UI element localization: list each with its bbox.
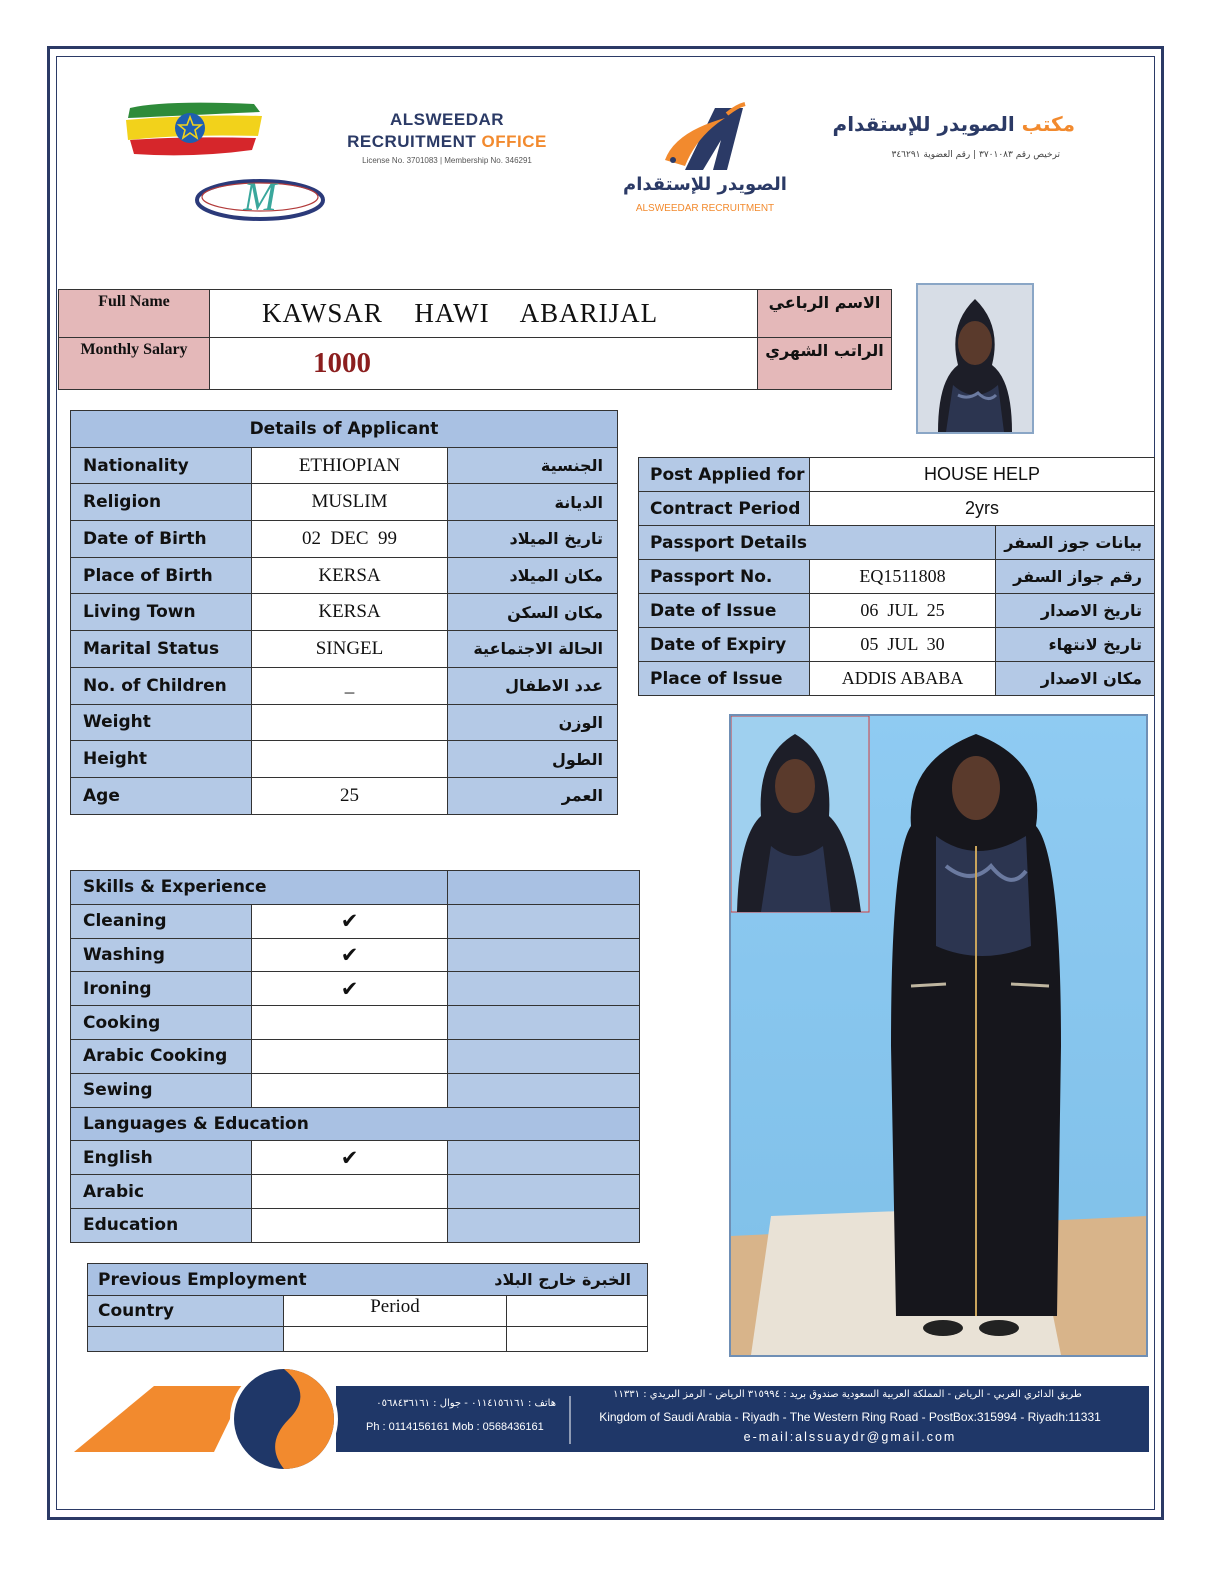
table-row <box>88 1264 648 1296</box>
date-of-issue-label: Date of Issue <box>639 594 810 628</box>
full-name-label: Full Name <box>59 290 210 338</box>
ethiopia-flag-icon <box>124 100 262 158</box>
period-value <box>284 1327 507 1352</box>
period-label: Period <box>284 1296 507 1327</box>
table-row <box>71 667 618 704</box>
children-label-ar: عدد الاطفال <box>448 667 618 704</box>
passport-table <box>638 457 1155 696</box>
lang-arabic-label: Arabic <box>71 1175 252 1209</box>
previous-employment-title <box>88 1264 648 1296</box>
nationality-label: Nationality <box>71 447 252 484</box>
table-row <box>71 594 618 631</box>
education-label: Education <box>71 1208 252 1242</box>
table-row <box>71 631 618 668</box>
previous-employment-title-en: Previous Employment <box>98 1269 307 1290</box>
table-row <box>71 938 640 972</box>
table-row <box>639 526 1155 560</box>
table-row <box>71 1141 640 1175</box>
table-row <box>639 628 1155 662</box>
date-of-birth-label-ar: تاريخ الميلاد <box>448 521 618 558</box>
skill-washing-extra <box>448 938 640 972</box>
place-of-birth-label-ar: مكان الميلاد <box>448 557 618 594</box>
date-of-expiry-value: 05 JUL 30 <box>810 628 996 662</box>
table-row <box>71 447 618 484</box>
lang-arabic-extra <box>448 1175 640 1209</box>
full-name-value: KAWSAR HAWI ABARIJAL <box>210 290 758 338</box>
details-title: Details of Applicant <box>71 411 618 448</box>
office-name-line2b: OFFICE <box>481 132 547 151</box>
table-row <box>639 458 1155 492</box>
marital-status-label-ar: الحالة الاجتماعية <box>448 631 618 668</box>
skill-cleaning-check: ✔ <box>252 904 448 938</box>
date-of-expiry-label: Date of Expiry <box>639 628 810 662</box>
table-row <box>71 484 618 521</box>
skill-cooking-check <box>252 1006 448 1040</box>
logo-arabic-name: الصويدر للإستقدام <box>623 174 787 195</box>
previous-extra-cell <box>507 1296 648 1327</box>
office-name-en <box>332 110 562 165</box>
table-row <box>71 704 618 741</box>
skills-title-extra <box>448 871 640 905</box>
table-row <box>71 871 640 905</box>
table-row <box>88 1296 648 1327</box>
table-row <box>71 904 640 938</box>
date-of-issue-label-ar: تاريخ الاصدار <box>996 594 1155 628</box>
table-row <box>71 1208 640 1242</box>
passport-details-title: Passport Details <box>639 526 996 560</box>
skills-title: Skills & Experience <box>71 871 448 905</box>
age-label-ar: العمر <box>448 777 618 814</box>
nationality-label-ar: الجنسية <box>448 447 618 484</box>
office-name-line2a: RECRUITMENT <box>347 132 482 151</box>
country-label: Country <box>88 1296 284 1327</box>
date-of-issue-value: 06 JUL 25 <box>810 594 996 628</box>
place-of-issue-value: ADDIS ABABA <box>810 662 996 696</box>
religion-label: Religion <box>71 484 252 521</box>
table-row <box>71 521 618 558</box>
age-label: Age <box>71 777 252 814</box>
passport-no-label-ar: رقم جواز السفر <box>996 560 1155 594</box>
contract-period-value: 2yrs <box>810 492 1155 526</box>
portrait-photo <box>916 283 1034 434</box>
weight-value <box>252 704 448 741</box>
education-extra <box>448 1208 640 1242</box>
table-row <box>71 741 618 778</box>
monthly-salary-value: 1000 <box>210 338 758 390</box>
lang-english-check: ✔ <box>252 1141 448 1175</box>
full-body-photo <box>729 714 1148 1357</box>
identity-table <box>58 289 892 390</box>
table-row <box>71 1175 640 1209</box>
table-row <box>639 594 1155 628</box>
weight-label: Weight <box>71 704 252 741</box>
office-name-ar-a: مكتب <box>1014 112 1075 136</box>
passport-details-title-ar: بيانات جوز السفر <box>996 526 1155 560</box>
skill-sewing-label: Sewing <box>71 1073 252 1107</box>
nationality-value: ETHIOPIAN <box>252 447 448 484</box>
table-row <box>71 1073 640 1107</box>
skill-cleaning-extra <box>448 904 640 938</box>
logo-english-name: ALSWEEDAR RECRUITMENT <box>635 203 775 214</box>
skill-ironing-check: ✔ <box>252 972 448 1006</box>
table-row <box>639 560 1155 594</box>
living-town-label-ar: مكان السكن <box>448 594 618 631</box>
footer-phone-ar: هاتف : ٠١١٤١٥٦١٦١ - جوال : ٠٥٦٨٤٣٦١٦١ <box>376 1398 556 1409</box>
office-name-ar <box>820 112 1075 136</box>
children-label: No. of Children <box>71 667 252 704</box>
table-row <box>71 972 640 1006</box>
contract-period-label: Contract Period <box>639 492 810 526</box>
previous-employment-title-ar: الخبرة خارج البلاد <box>494 1269 631 1289</box>
office-name-ar-b: الصويدر للإستقدام <box>832 112 1015 136</box>
date-of-birth-value: 02 DEC 99 <box>252 521 448 558</box>
office-license-ar: ترخيص رقم ٣٧٠١٠٨٣ | رقم العضوية ٣٤٦٢٩١ <box>891 150 1060 160</box>
skill-ironing-extra <box>448 972 640 1006</box>
details-table <box>70 410 618 815</box>
date-of-birth-label: Date of Birth <box>71 521 252 558</box>
skill-washing-check: ✔ <box>252 938 448 972</box>
place-of-issue-label-ar: مكان الاصدار <box>996 662 1155 696</box>
table-row <box>639 662 1155 696</box>
languages-title: Languages & Education <box>71 1107 640 1141</box>
weight-label-ar: الوزن <box>448 704 618 741</box>
skill-arabic-cooking-label: Arabic Cooking <box>71 1039 252 1073</box>
place-of-birth-label: Place of Birth <box>71 557 252 594</box>
office-name-line1: ALSWEEDAR <box>389 110 505 129</box>
skill-cooking-label: Cooking <box>71 1006 252 1040</box>
lang-arabic-check <box>252 1175 448 1209</box>
post-applied-value: HOUSE HELP <box>810 458 1155 492</box>
full-name-label-ar: الاسم الرباعي <box>758 290 892 338</box>
religion-value: MUSLIM <box>252 484 448 521</box>
living-town-label: Living Town <box>71 594 252 631</box>
table-row <box>71 1006 640 1040</box>
m-logo-letter: M <box>243 174 277 219</box>
height-label-ar: الطول <box>448 741 618 778</box>
skill-washing-label: Washing <box>71 938 252 972</box>
monthly-salary-label-ar: الراتب الشهري <box>758 338 892 390</box>
date-of-expiry-label-ar: تاريخ لانتهاء <box>996 628 1155 662</box>
passport-no-label: Passport No. <box>639 560 810 594</box>
footer-email[interactable]: e-mail:alssuaydr@gmail.com <box>743 1430 957 1444</box>
place-of-issue-label: Place of Issue <box>639 662 810 696</box>
children-value: _ <box>252 667 448 704</box>
full-body-figure-icon <box>731 716 1146 1355</box>
country-value <box>88 1327 284 1352</box>
monthly-salary-label: Monthly Salary <box>59 338 210 390</box>
table-row <box>639 492 1155 526</box>
skill-ironing-label: Ironing <box>71 972 252 1006</box>
footer-phone-en: Ph : 0114156161 Mob : 0568436161 <box>366 1421 544 1433</box>
portrait-figure-icon <box>918 285 1032 432</box>
education-check <box>252 1208 448 1242</box>
footer-address-en: Kingdom of Saudi Arabia - Riyadh - The Western Ring Road - PostBox:315994 - Riyadh:11331 <box>599 1410 1101 1424</box>
skill-arabic-cooking-extra <box>448 1039 640 1073</box>
skills-table <box>70 870 640 1243</box>
table-row <box>71 1039 640 1073</box>
lang-english-label: English <box>71 1141 252 1175</box>
alsweedar-a-logo-icon <box>615 100 795 218</box>
lang-english-extra <box>448 1141 640 1175</box>
marital-status-value: SINGEL <box>252 631 448 668</box>
office-name-line2 <box>332 132 562 152</box>
living-town-value: KERSA <box>252 594 448 631</box>
religion-label-ar: الديانة <box>448 484 618 521</box>
table-row <box>71 777 618 814</box>
height-label: Height <box>71 741 252 778</box>
m-logo-icon <box>194 170 326 222</box>
age-value: 25 <box>252 777 448 814</box>
previous-extra-value <box>507 1327 648 1352</box>
post-applied-label: Post Applied for <box>639 458 810 492</box>
passport-no-value: EQ1511808 <box>810 560 996 594</box>
footer-address-ar: طريق الدائري الغربي - الرياض - المملكة العربية السعودية صندوق بريد : ٣١٥٩٩٤ الرياض - الرمز البريدي : ١١٣٣١ <box>613 1389 1082 1400</box>
office-license: License No. 3701083 | Membership No. 346291 <box>362 156 532 165</box>
table-row <box>71 1107 640 1141</box>
skill-cooking-extra <box>448 1006 640 1040</box>
place-of-birth-value: KERSA <box>252 557 448 594</box>
previous-employment-table <box>87 1263 648 1352</box>
skill-cleaning-label: Cleaning <box>71 904 252 938</box>
table-row <box>88 1327 648 1352</box>
table-row <box>71 557 618 594</box>
height-value <box>252 741 448 778</box>
skill-arabic-cooking-check <box>252 1039 448 1073</box>
skill-sewing-check <box>252 1073 448 1107</box>
marital-status-label: Marital Status <box>71 631 252 668</box>
skill-sewing-extra <box>448 1073 640 1107</box>
